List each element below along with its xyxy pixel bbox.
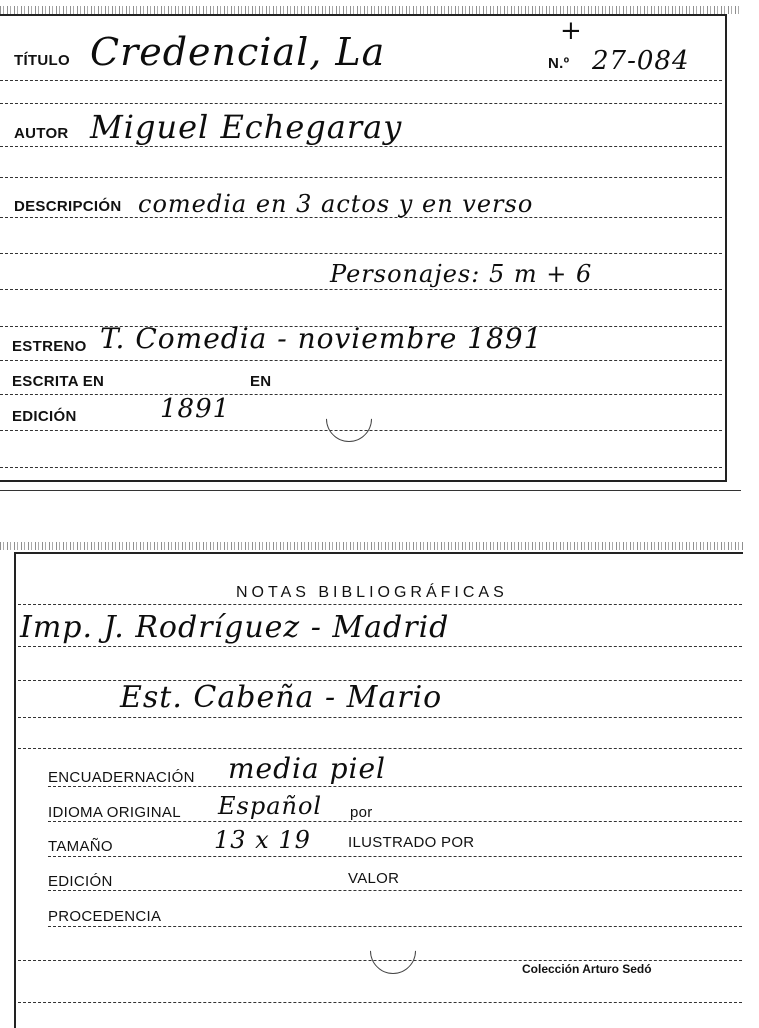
notas-heading: NOTAS BIBLIOGRÁFICAS <box>236 584 508 601</box>
rule <box>0 177 722 178</box>
rule <box>48 786 742 787</box>
titulo-value: Credencial, La <box>90 30 386 74</box>
idioma-original-value: Español <box>218 792 323 820</box>
procedencia-label: PROCEDENCIA <box>48 908 162 925</box>
autor-value: Miguel Echegaray <box>90 108 403 146</box>
descripcion-value: comedia en 3 actos y en verso <box>138 190 534 218</box>
rule <box>18 604 742 605</box>
encuadernacion-label: ENCUADERNACIÓN <box>48 769 195 786</box>
scan-noise-top <box>0 6 740 14</box>
tamano-label: TAMAÑO <box>48 838 113 855</box>
numero-mark: + <box>560 16 583 46</box>
ilustrado-por-label: ILUSTRADO POR <box>348 834 475 851</box>
rule <box>0 394 722 395</box>
estreno-label: ESTRENO <box>12 338 87 355</box>
note-line-1: Imp. J. Rodríguez - Madrid <box>20 610 450 645</box>
autor-label: AUTOR <box>14 125 69 142</box>
rule <box>18 646 742 647</box>
escrita-en-label: ESCRITA EN <box>12 373 105 390</box>
rule <box>48 821 742 822</box>
edicion-label: EDICIÓN <box>12 408 77 425</box>
idioma-original-label: IDIOMA ORIGINAL <box>48 804 181 821</box>
encuadernacion-value: media piel <box>228 752 386 785</box>
rule <box>18 717 742 718</box>
rule <box>0 253 722 254</box>
rule <box>18 1002 742 1003</box>
rule <box>18 748 742 749</box>
valor-label: VALOR <box>348 870 400 887</box>
note-line-2: Est. Cabeña - Mario <box>120 680 443 715</box>
rule <box>0 467 722 468</box>
por-label: por <box>350 804 373 821</box>
rule <box>48 856 742 857</box>
titulo-label: TÍTULO <box>14 52 70 69</box>
catalog-card-back <box>0 540 759 1028</box>
rule <box>48 890 742 891</box>
tamano-value: 13 x 19 <box>214 826 311 854</box>
rule <box>0 80 722 81</box>
catalog-card-front <box>0 0 759 490</box>
personajes-value: Personajes: 5 m + 6 <box>330 260 593 288</box>
collection-footer: Colección Arturo Sedó <box>522 962 652 976</box>
scan-noise-top <box>0 542 745 550</box>
estreno-value: T. Comedia - noviembre 1891 <box>100 322 543 355</box>
rule <box>0 217 722 218</box>
edicion-label: EDICIÓN <box>48 873 113 890</box>
rule <box>0 289 722 290</box>
card-bottom-edge <box>0 490 741 491</box>
rule <box>0 146 722 147</box>
edicion-value: 1891 <box>160 394 231 424</box>
rule <box>0 360 722 361</box>
rule <box>0 103 722 104</box>
numero-value: 27-084 <box>592 46 690 76</box>
numero-label: N.º <box>548 55 570 72</box>
descripcion-label: DESCRIPCIÓN <box>14 198 122 215</box>
en-label: EN <box>250 373 272 390</box>
